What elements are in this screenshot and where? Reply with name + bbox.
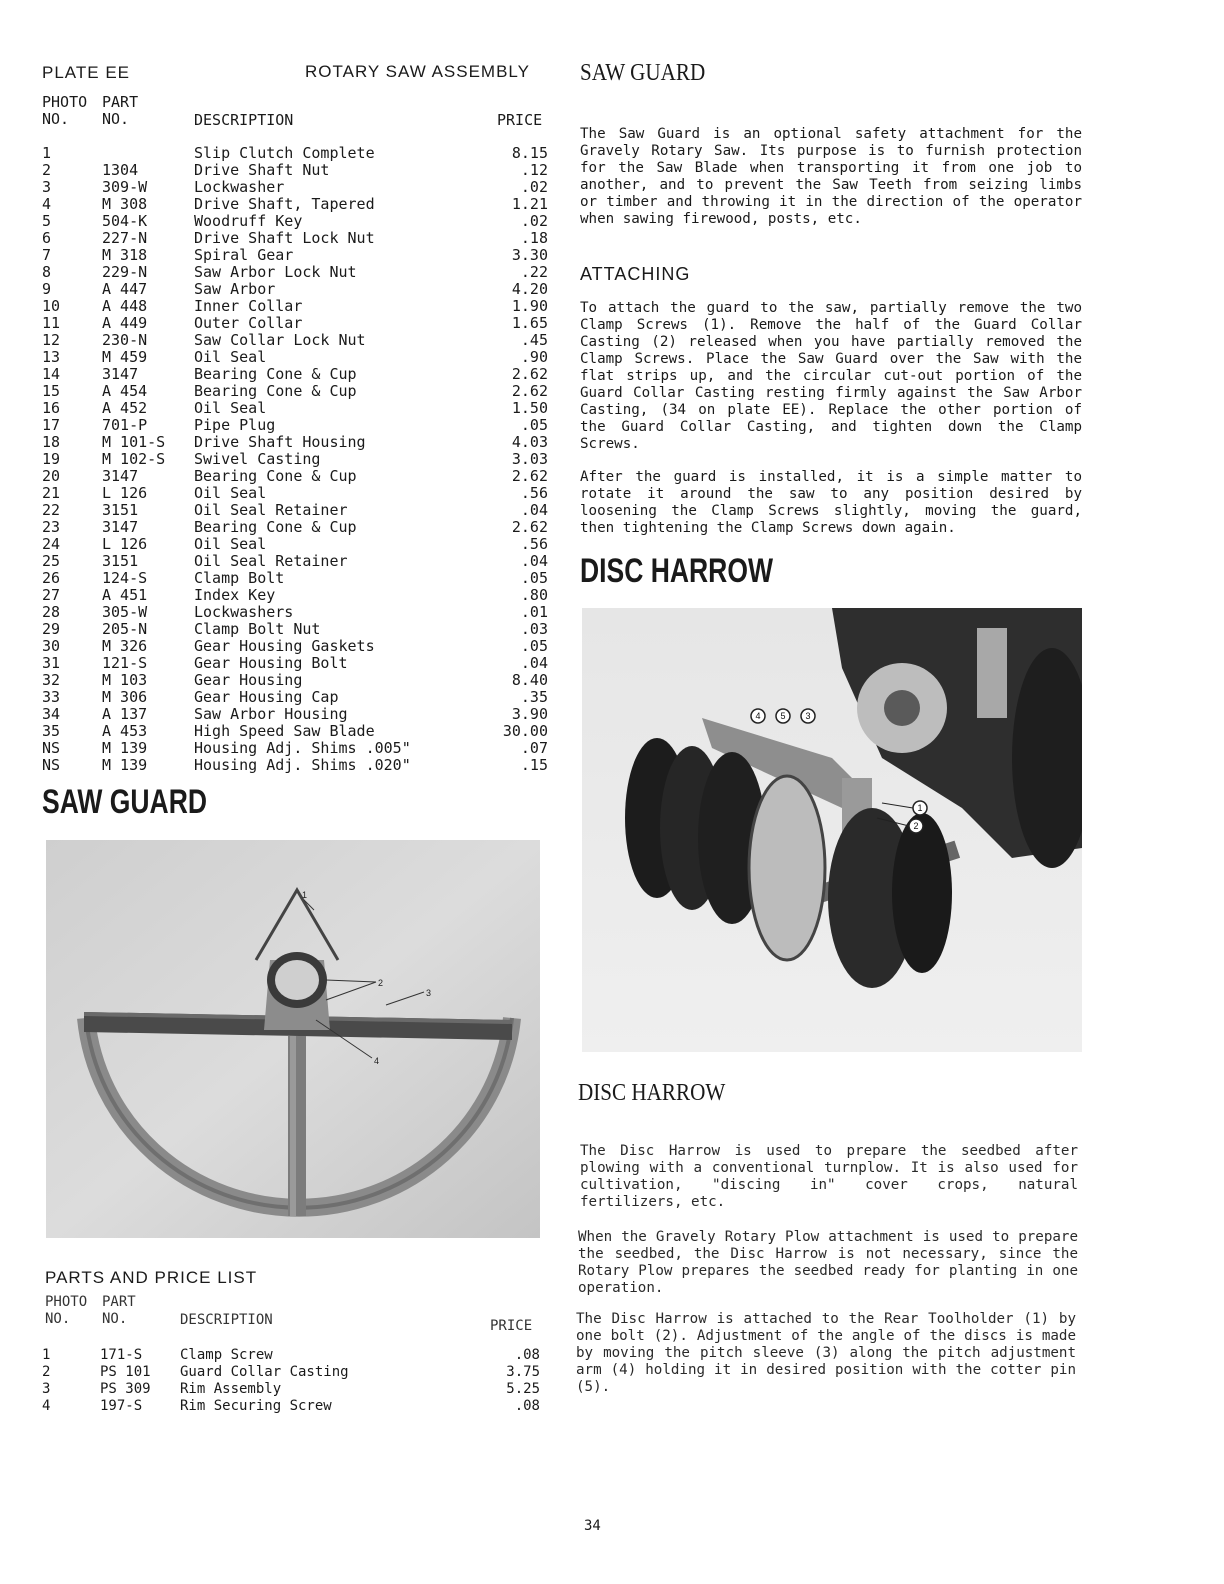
table-row: [42, 672, 548, 689]
cell-price: .05: [520, 569, 548, 587]
cell-description: Lockwashers: [194, 603, 294, 621]
cell-photo-no: 35: [42, 722, 61, 740]
table-row: [42, 315, 548, 332]
cell-part-no: 504-K: [102, 212, 148, 230]
cell-price: .08: [514, 1398, 540, 1414]
cell-photo-no: 5: [42, 212, 52, 230]
cell-price: 3.90: [511, 705, 548, 723]
cell-photo-no: 6: [42, 229, 52, 247]
list2-col-price: PRICE: [490, 1318, 533, 1334]
cell-photo-no: 31: [42, 654, 61, 672]
attaching-title: ATTACHING: [580, 264, 691, 284]
cell-price: .02: [520, 178, 548, 196]
cell-description: Bearing Cone & Cup: [194, 467, 357, 485]
table-row: [42, 332, 548, 349]
table-row: [42, 1398, 540, 1415]
table-row: [42, 434, 548, 451]
cell-description: Drive Shaft Nut: [194, 161, 330, 179]
cell-photo-no: 12: [42, 331, 61, 349]
harrow-callout-4: 4: [755, 711, 761, 721]
cell-part-no: 3151: [102, 501, 139, 519]
cell-description: Gear Housing Gaskets: [194, 637, 375, 655]
cell-price: 3.03: [511, 450, 548, 468]
cell-photo-no: 28: [42, 603, 61, 621]
assembly-title: ROTARY SAW ASSEMBLY: [305, 62, 530, 81]
cell-part-no: M 102-S: [102, 450, 166, 468]
cell-photo-no: 16: [42, 399, 61, 417]
cell-description: Index Key: [194, 586, 276, 604]
cell-description: Spiral Gear: [194, 246, 294, 264]
cell-description: Clamp Bolt: [194, 569, 285, 587]
cell-price: 8.15: [511, 144, 548, 162]
cell-photo-no: 8: [42, 263, 52, 281]
cell-price: 4.20: [511, 280, 548, 298]
cell-price: .35: [520, 688, 548, 706]
cell-description: High Speed Saw Blade: [194, 722, 375, 740]
table-row: [42, 145, 548, 162]
list2-col-photo-no: PHOTO NO.: [45, 1294, 88, 1327]
cell-description: Oil Seal: [194, 535, 267, 553]
cell-part-no: 197-S: [100, 1398, 143, 1414]
cell-description: Outer Collar: [194, 314, 303, 332]
cell-price: 1.65: [511, 314, 548, 332]
table-row: [42, 621, 548, 638]
cell-part-no: M 139: [102, 756, 148, 774]
table-row: [42, 230, 548, 247]
cell-part-no: A 452: [102, 399, 148, 417]
saw-guard-photo: [46, 840, 540, 1238]
cell-price: 3.30: [511, 246, 548, 264]
cell-photo-no: 7: [42, 246, 52, 264]
cell-part-no: PS 101: [100, 1364, 151, 1380]
cell-part-no: M 318: [102, 246, 148, 264]
harrow-callout-5: 5: [780, 711, 786, 721]
disc-harrow-text-2: When the Gravely Rotary Plow attachment is used to prepare the seedbed, the Disc Harrow is not necessary, since the Rotary Plow prepares the seedbed ready for planting in one operation.: [578, 1229, 1078, 1296]
cell-part-no: M 101-S: [102, 433, 166, 451]
table-row: [42, 383, 548, 400]
cell-part-no: 701-P: [102, 416, 148, 434]
table-row: [42, 366, 548, 383]
cell-description: Inner Collar: [194, 297, 303, 315]
cell-photo-no: 2: [42, 161, 52, 179]
cell-photo-no: 11: [42, 314, 61, 332]
cell-part-no: A 453: [102, 722, 148, 740]
cell-price: .56: [520, 484, 548, 502]
cell-price: .02: [520, 212, 548, 230]
cell-price: 1.90: [511, 297, 548, 315]
cell-part-no: M 139: [102, 739, 148, 757]
cell-photo-no: 33: [42, 688, 61, 706]
parts-list-title: PARTS AND PRICE LIST: [45, 1268, 258, 1287]
cell-photo-no: 34: [42, 705, 61, 723]
table-row: [42, 349, 548, 366]
table-row: [42, 451, 548, 468]
cell-description: Guard Collar Casting: [180, 1364, 349, 1380]
cell-description: Slip Clutch Complete: [194, 144, 375, 162]
saw-guard-text: The Saw Guard is an optional safety attachment for the Gravely Rotary Saw. Its purpose is to furnish protection for the Saw Blade when transporting it from one job to another, and to prevent the Saw Teeth from seizing limbs or timber and throwing it in the direction of the operator when sawing firewood, posts, etc.: [580, 126, 1082, 227]
cell-part-no: A 448: [102, 297, 148, 315]
table-row: [42, 179, 548, 196]
cell-price: 2.62: [511, 382, 548, 400]
cell-description: Bearing Cone & Cup: [194, 518, 357, 536]
cell-part-no: A 447: [102, 280, 148, 298]
cell-photo-no: 22: [42, 501, 61, 519]
plate-label: PLATE EE: [42, 63, 130, 82]
cell-photo-no: 27: [42, 586, 61, 604]
table-row: [42, 1381, 540, 1398]
cell-price: .15: [520, 756, 548, 774]
cell-part-no: A 451: [102, 586, 148, 604]
cell-description: Clamp Screw: [180, 1347, 273, 1363]
table-row: [42, 485, 548, 502]
cell-price: 30.00: [502, 722, 548, 740]
cell-photo-no: 13: [42, 348, 61, 366]
page-number: 34: [584, 1518, 601, 1534]
table-row: [42, 281, 548, 298]
cell-part-no: L 126: [102, 535, 148, 553]
cell-price: .04: [520, 552, 548, 570]
cell-photo-no: 1: [42, 144, 52, 162]
cell-part-no: A 454: [102, 382, 148, 400]
disc-harrow-heading: DISC HARROW: [580, 552, 774, 590]
cell-photo-no: 1: [42, 1347, 51, 1363]
cell-price: .04: [520, 654, 548, 672]
cell-photo-no: 4: [42, 1398, 51, 1414]
cell-description: Saw Arbor: [194, 280, 276, 298]
table-row: [42, 468, 548, 485]
cell-price: 8.40: [511, 671, 548, 689]
cell-part-no: M 308: [102, 195, 148, 213]
cell-part-no: 3147: [102, 467, 139, 485]
cell-price: 5.25: [506, 1381, 540, 1397]
cell-part-no: 229-N: [102, 263, 148, 281]
cell-photo-no: 25: [42, 552, 61, 570]
table-row: [42, 570, 548, 587]
list2-table: [42, 1347, 540, 1415]
cell-photo-no: 3: [42, 178, 52, 196]
table-row: [42, 417, 548, 434]
cell-description: Clamp Bolt Nut: [194, 620, 321, 638]
cell-description: Saw Arbor Housing: [194, 705, 348, 723]
cell-price: 3.75: [506, 1364, 540, 1380]
table-row: [42, 587, 548, 604]
cell-price: .07: [520, 739, 548, 757]
cell-description: Drive Shaft Housing: [194, 433, 366, 451]
cell-price: 2.62: [511, 518, 548, 536]
table-row: [42, 689, 548, 706]
photo-callout-1: 1: [302, 890, 308, 900]
parts-table: [42, 145, 548, 774]
cell-description: Saw Collar Lock Nut: [194, 331, 366, 349]
col-part-no: PART NO.: [102, 93, 139, 128]
cell-photo-no: 9: [42, 280, 52, 298]
cell-price: .45: [520, 331, 548, 349]
attaching-text-2: After the guard is installed, it is a simple matter to rotate it around the saw to any position desired by loosening the Clamp Screws slightly, moving the guard, then tightening the Clamp Screws down again.: [580, 469, 1082, 536]
cell-part-no: M 459: [102, 348, 148, 366]
cell-part-no: 230-N: [102, 331, 148, 349]
cell-photo-no: NS: [42, 756, 61, 774]
cell-part-no: M 306: [102, 688, 148, 706]
list2-col-part-no: PART NO.: [102, 1294, 136, 1327]
cell-part-no: L 126: [102, 484, 148, 502]
col-price: PRICE: [497, 111, 543, 129]
cell-photo-no: 20: [42, 467, 61, 485]
cell-part-no: 171-S: [100, 1347, 143, 1363]
cell-part-no: 3147: [102, 518, 139, 536]
cell-part-no: 3147: [102, 365, 139, 383]
cell-part-no: M 103: [102, 671, 148, 689]
cell-price: .22: [520, 263, 548, 281]
cell-price: .56: [520, 535, 548, 553]
cell-photo-no: 4: [42, 195, 52, 213]
cell-description: Oil Seal: [194, 484, 267, 502]
cell-photo-no: 23: [42, 518, 61, 536]
cell-photo-no: 24: [42, 535, 61, 553]
cell-description: Pipe Plug: [194, 416, 276, 434]
cell-price: .80: [520, 586, 548, 604]
cell-description: Gear Housing Cap: [194, 688, 339, 706]
table-row: [42, 655, 548, 672]
cell-price: .01: [520, 603, 548, 621]
cell-photo-no: 17: [42, 416, 61, 434]
disc-harrow-text-3: The Disc Harrow is attached to the Rear Toolholder (1) by one bolt (2). Adjustment of the angle of the discs is made by moving the pitch sleeve (3) along the pitch adjustment arm (4) holding it in desired position with the cotter pin (5).: [576, 1311, 1076, 1395]
cell-description: Lockwasher: [194, 178, 285, 196]
table-row: [42, 740, 548, 757]
table-row: [42, 1364, 540, 1381]
photo-callout-2: 2: [378, 978, 384, 988]
cell-description: Gear Housing: [194, 671, 303, 689]
cell-price: .05: [520, 416, 548, 434]
cell-description: Housing Adj. Shims .005": [194, 739, 411, 757]
table-row: [42, 553, 548, 570]
cell-photo-no: NS: [42, 739, 61, 757]
table-row: [42, 757, 548, 774]
cell-description: Saw Arbor Lock Nut: [194, 263, 357, 281]
harrow-callout-2: 2: [913, 821, 919, 831]
table-row: [42, 264, 548, 281]
table-row: [42, 213, 548, 230]
cell-photo-no: 30: [42, 637, 61, 655]
cell-price: 2.62: [511, 467, 548, 485]
cell-description: Swivel Casting: [194, 450, 321, 468]
cell-description: Drive Shaft Lock Nut: [194, 229, 375, 247]
table-row: [42, 638, 548, 655]
table-row: [42, 247, 548, 264]
table-row: [42, 162, 548, 179]
cell-description: Bearing Cone & Cup: [194, 382, 357, 400]
cell-price: 2.62: [511, 365, 548, 383]
cell-price: .03: [520, 620, 548, 638]
saw-guard-heading: SAW GUARD: [42, 783, 208, 821]
cell-photo-no: 14: [42, 365, 61, 383]
disc-harrow-illustration: [582, 608, 1082, 1052]
cell-price: 4.03: [511, 433, 548, 451]
cell-photo-no: 32: [42, 671, 61, 689]
cell-description: Bearing Cone & Cup: [194, 365, 357, 383]
cell-description: Woodruff Key: [194, 212, 303, 230]
cell-price: .90: [520, 348, 548, 366]
cell-part-no: 3151: [102, 552, 139, 570]
table-row: [42, 536, 548, 553]
saw-guard-title: SAW GUARD: [580, 60, 706, 86]
cell-photo-no: 19: [42, 450, 61, 468]
cell-part-no: PS 309: [100, 1381, 151, 1397]
cell-part-no: A 137: [102, 705, 148, 723]
photo-callout-3: 3: [426, 988, 432, 998]
cell-price: .04: [520, 501, 548, 519]
cell-part-no: 305-W: [102, 603, 148, 621]
cell-part-no: A 449: [102, 314, 148, 332]
table-row: [42, 196, 548, 213]
cell-part-no: 121-S: [102, 654, 148, 672]
cell-description: Oil Seal Retainer: [194, 501, 348, 519]
cell-price: .05: [520, 637, 548, 655]
cell-description: Oil Seal: [194, 399, 267, 417]
cell-photo-no: 10: [42, 297, 61, 315]
cell-part-no: 309-W: [102, 178, 148, 196]
cell-part-no: 1304: [102, 161, 139, 179]
table-row: [42, 1347, 540, 1364]
table-row: [42, 706, 548, 723]
cell-description: Oil Seal: [194, 348, 267, 366]
photo-callout-4: 4: [374, 1056, 380, 1066]
cell-description: Drive Shaft, Tapered: [194, 195, 375, 213]
cell-description: Gear Housing Bolt: [194, 654, 348, 672]
table-row: [42, 604, 548, 621]
cell-photo-no: 26: [42, 569, 61, 587]
cell-price: .08: [514, 1347, 540, 1363]
cell-description: Rim Securing Screw: [180, 1398, 332, 1414]
saw-guard-illustration: [46, 840, 540, 1238]
cell-price: .12: [520, 161, 548, 179]
cell-photo-no: 3: [42, 1381, 51, 1397]
cell-photo-no: 15: [42, 382, 61, 400]
table-row: [42, 298, 548, 315]
cell-description: Housing Adj. Shims .020": [194, 756, 411, 774]
cell-part-no: M 326: [102, 637, 148, 655]
list2-col-description: DESCRIPTION: [180, 1312, 273, 1328]
cell-part-no: 227-N: [102, 229, 148, 247]
cell-part-no: 124-S: [102, 569, 148, 587]
disc-harrow-photo: [582, 608, 1082, 1052]
cell-description: Oil Seal Retainer: [194, 552, 348, 570]
table-row: [42, 502, 548, 519]
cell-price: 1.21: [511, 195, 548, 213]
disc-harrow-title: DISC HARROW: [578, 1080, 726, 1106]
cell-part-no: 205-N: [102, 620, 148, 638]
cell-description: Rim Assembly: [180, 1381, 282, 1397]
cell-photo-no: 2: [42, 1364, 51, 1380]
cell-photo-no: 18: [42, 433, 61, 451]
harrow-callout-3: 3: [805, 711, 811, 721]
cell-price: 1.50: [511, 399, 548, 417]
table-row: [42, 519, 548, 536]
col-description: DESCRIPTION: [194, 111, 294, 129]
harrow-callout-1: 1: [917, 803, 923, 813]
attaching-text-1: To attach the guard to the saw, partially remove the two Clamp Screws (1). Remove the half of the Guard Collar Casting (2) released when you have partially removed the Clamp Screws. Place the Saw Guard over the Saw with the flat strips up, and the circular cut-out portion of the Guard Collar Casting resting firmly against the Saw Arbor Casting, (34 on plate EE). Replace the other portion of the Guard Collar Casting, and tighten down the Clamp Screws.: [580, 300, 1082, 452]
cell-photo-no: 21: [42, 484, 61, 502]
cell-photo-no: 29: [42, 620, 61, 638]
table-row: [42, 400, 548, 417]
disc-harrow-text-1: The Disc Harrow is used to prepare the seedbed after plowing with a conventional turnplow. It is also used for cultivation, "discing in" cover crops, natural fertilizers, etc.: [580, 1143, 1078, 1210]
cell-price: .18: [520, 229, 548, 247]
table-row: [42, 723, 548, 740]
col-photo-no: PHOTO NO.: [42, 93, 88, 128]
